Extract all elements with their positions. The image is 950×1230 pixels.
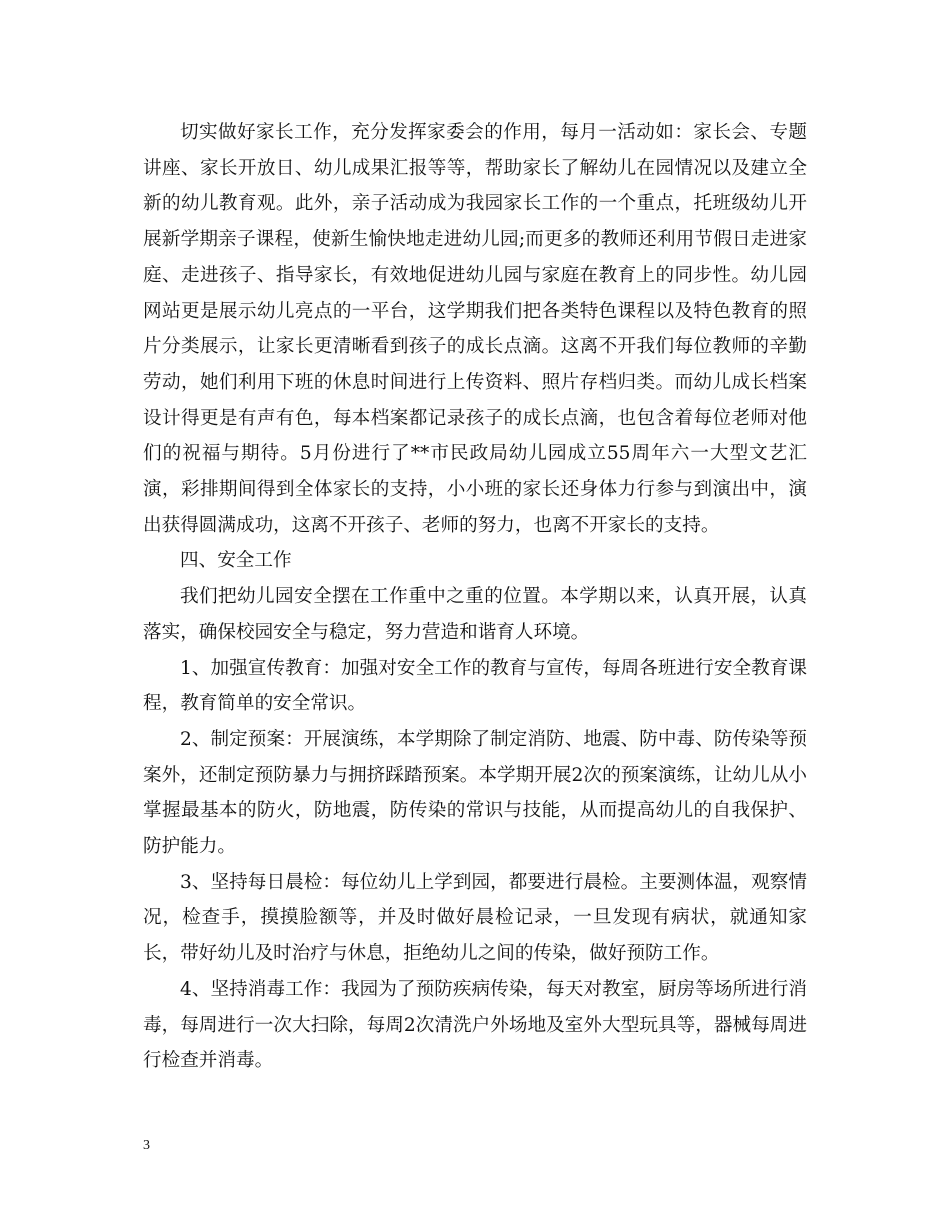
paragraph-safety-education: 1、加强宣传教育：加强对安全工作的教育与宣传，每周各班进行安全教育课程，教育简单的安全常识。 (143, 657, 807, 715)
paragraph-parent-work: 切实做好家长工作，充分发挥家委会的作用，每月一活动如：家长会、专题讲座、家长开放日、幼儿成果汇报等等，帮助家长了解幼儿在园情况以及建立全新的幼儿教育观。此外，亲子活动成为我园家长工作的一个重点，托班级幼儿开展新学期亲子课程，使新生愉快地走进幼儿园;而更多的教师还利用节假日走进家庭、走进孩子、指导家长，有效地促进幼儿园与家庭在教育上的同步性。幼儿园网站更是展示幼儿亮点的一平台，这学期我们把各类特色课程以及特色教育的照片分类展示，让家长更清晰看到孩子的成长点滴。这离不开我们每位教师的辛勤劳动，她们利用下班的休息时间进行上传资料、照片存档归类。而幼儿成长档案设计得更是有声有色，每本档案都记录孩子的成长点滴，也包含着每位老师对他们的祝福与期待。5月份进行了**市民政局幼儿园成立55周年六一大型文艺汇演，彩排期间得到全体家长的支持，小小班的家长还身体力行参与到演出中，演出获得圆满成功，这离不开孩子、老师的努力，也离不开家长的支持。 (143, 122, 807, 536)
paragraph-emergency-plans: 2、制定预案：开展演练，本学期除了制定消防、地震、防中毒、防传染等预案外，还制定预防暴力与拥挤踩踏预案。本学期开展2次的预案演练，让幼儿从小掌握最基本的防火，防地震，防传染的常识与技能，从而提高幼儿的自我保护、防护能力。 (143, 728, 807, 858)
section-heading-safety: 四、安全工作 (180, 550, 292, 572)
document-body (143, 115, 807, 1079)
paragraph-morning-check: 3、坚持每日晨检：每位幼儿上学到园，都要进行晨检。主要测体温，观察情况，检查手，摸摸脸额等，并及时做好晨检记录，一旦发现有病状，就通知家长，带好幼儿及时治疗与休息，拒绝幼儿之间的传染，做好预防工作。 (143, 871, 807, 965)
paragraph-safety-intro: 我们把幼儿园安全摆在工作重中之重的位置。本学期以来，认真开展，认真落实，确保校园安全与稳定，努力营造和谐育人环境。 (143, 586, 807, 643)
page-number: 3 (143, 1138, 150, 1153)
paragraph-disinfection: 4、坚持消毒工作：我园为了预防疾病传染，每天对教室，厨房等场所进行消毒，每周进行一次大扫除，每周2次清洗户外场地及室外大型玩具等，器械每周进行检查并消毒。 (143, 978, 807, 1072)
